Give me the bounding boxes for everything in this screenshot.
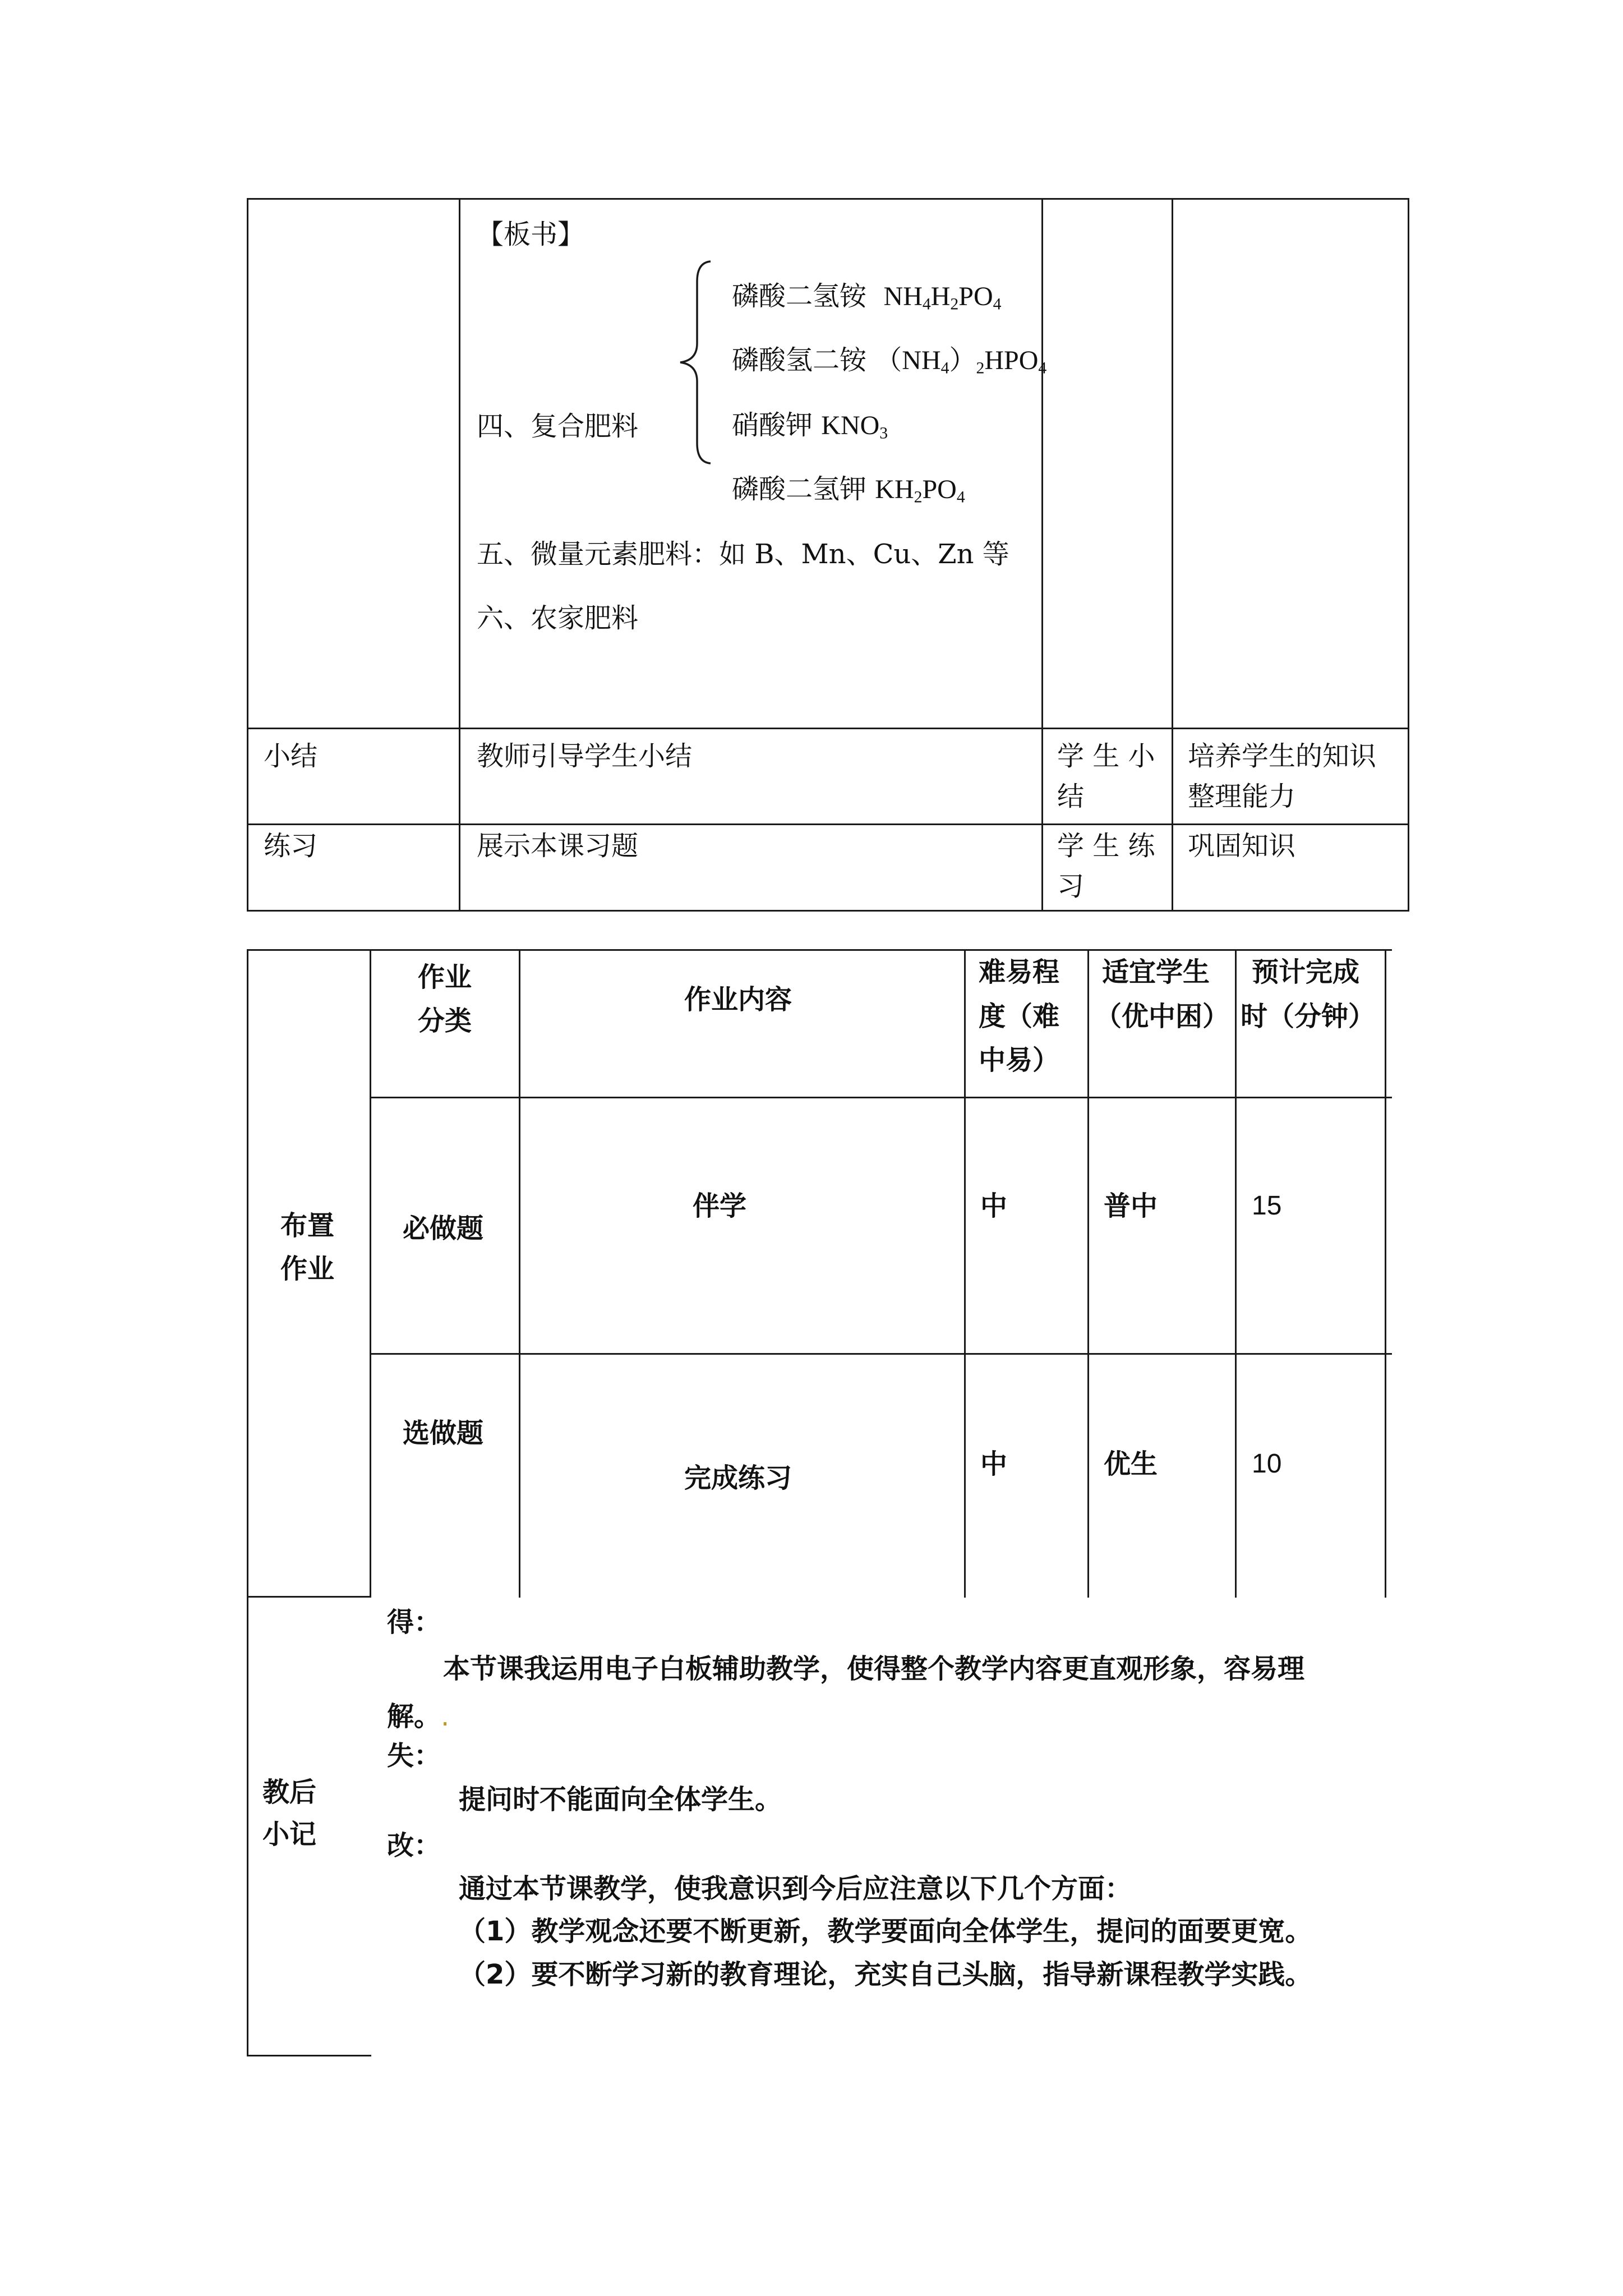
table-rule: [370, 949, 371, 1598]
student-activity: 结: [1057, 781, 1085, 812]
manure-line: 六、农家肥料: [477, 602, 639, 634]
table-rule: [459, 198, 460, 912]
table-rule: [370, 1353, 1392, 1355]
teacher-activity: 展示本课习题: [477, 830, 639, 862]
table-rule: [1408, 198, 1409, 912]
improve-item: （1）教学观念还要不断更新，教学要面向全体学生，提问的面要更宽。: [459, 1916, 1312, 1947]
student-activity: 学 生 练: [1057, 830, 1155, 862]
homework-difficulty: 中: [980, 1448, 1008, 1480]
improve-item: （2）要不断学习新的教育理论，充实自己头脑，指导新课程教学实践。: [459, 1959, 1312, 1990]
homework-content: 伴学: [693, 1190, 747, 1222]
compound-2: 磷酸氢二铵 $(NH_4)_2HPO_4$: [732, 344, 1047, 378]
table-rule: [1172, 198, 1173, 912]
header-category: 分类: [418, 1005, 472, 1037]
table-rule: [1385, 949, 1386, 1598]
improve-intro: 通过本节课教学，使我意识到今后应注意以下几个方面：: [459, 1873, 1132, 1904]
homework-section-label: 作业: [280, 1253, 335, 1285]
homework-section-label: 布置: [280, 1210, 335, 1241]
table-rule: [519, 949, 520, 1598]
design-purpose: 整理能力: [1188, 781, 1296, 812]
loss-text: 提问时不能面向全体学生。: [459, 1784, 782, 1815]
gain-text: 本节课我运用电子白板辅助教学，使得整个教学内容更直观形象，容易理: [443, 1653, 1305, 1685]
header-time: 时（分钟）: [1241, 1001, 1376, 1032]
homework-suitable: 优生: [1104, 1448, 1158, 1480]
compound-4: 磷酸二氢钾 $KH_2PO_4$: [732, 473, 965, 507]
header-suitable: 适宜学生: [1102, 956, 1210, 988]
homework-category: 选做题: [403, 1418, 484, 1449]
table-rule: [247, 2055, 371, 2056]
homework-time: 15: [1252, 1191, 1282, 1221]
trace-element-line: 五、微量元素肥料：如 B、Mn、Cu、Zn 等: [477, 539, 1009, 570]
reflection-section-label: 教后: [262, 1777, 317, 1808]
header-category: 作业: [418, 961, 472, 993]
table-rule: [247, 949, 1392, 951]
header-content: 作业内容: [684, 984, 792, 1015]
table-rule: [247, 198, 1409, 200]
student-activity: 学 生 小: [1057, 740, 1155, 772]
compound-fertilizer-label: 四、复合肥料: [477, 411, 639, 442]
table-rule: [1041, 198, 1043, 912]
board-heading: 【板书】: [477, 219, 585, 250]
table-rule: [247, 728, 1409, 729]
compound-3: 硝酸钾 $KNO_3$: [732, 409, 888, 443]
stage-summary: 小结: [264, 740, 318, 772]
table-rule: [247, 1596, 371, 1598]
gain-label: 得：: [387, 1607, 441, 1638]
header-time: 预计完成: [1252, 956, 1360, 988]
table-rule: [964, 949, 966, 1598]
table-rule: [247, 949, 248, 2056]
reflection-section-label: 小记: [262, 1819, 317, 1850]
teacher-activity: 教师引导学生小结: [477, 740, 693, 772]
gain-text: 解。.: [387, 1701, 450, 1732]
student-activity: 习: [1057, 871, 1085, 902]
curly-brace: [676, 259, 715, 466]
table-rule: [247, 198, 248, 912]
improve-label: 改：: [387, 1830, 441, 1861]
homework-suitable: 普中: [1104, 1190, 1158, 1222]
homework-difficulty: 中: [980, 1190, 1008, 1222]
table-rule: [247, 823, 1409, 825]
header-difficulty: 度（难: [979, 1001, 1060, 1032]
table-rule: [370, 1097, 1392, 1098]
design-purpose: 巩固知识: [1188, 830, 1296, 862]
header-suitable: （优中困）: [1095, 1001, 1230, 1032]
compound-1: 磷酸二氢铵 $NH_4H_2PO_4$: [732, 280, 1002, 314]
homework-time: 10: [1252, 1449, 1282, 1479]
design-purpose: 培养学生的知识: [1188, 740, 1377, 772]
header-difficulty: 中易）: [979, 1045, 1060, 1076]
table-rule: [1087, 949, 1089, 1598]
header-difficulty: 难易程: [979, 956, 1060, 988]
homework-content: 完成练习: [684, 1462, 792, 1494]
homework-category: 必做题: [403, 1213, 484, 1244]
table-rule: [247, 910, 1409, 912]
stage-practice: 练习: [264, 830, 318, 862]
table-rule: [1235, 949, 1237, 1598]
loss-label: 失：: [387, 1740, 441, 1772]
